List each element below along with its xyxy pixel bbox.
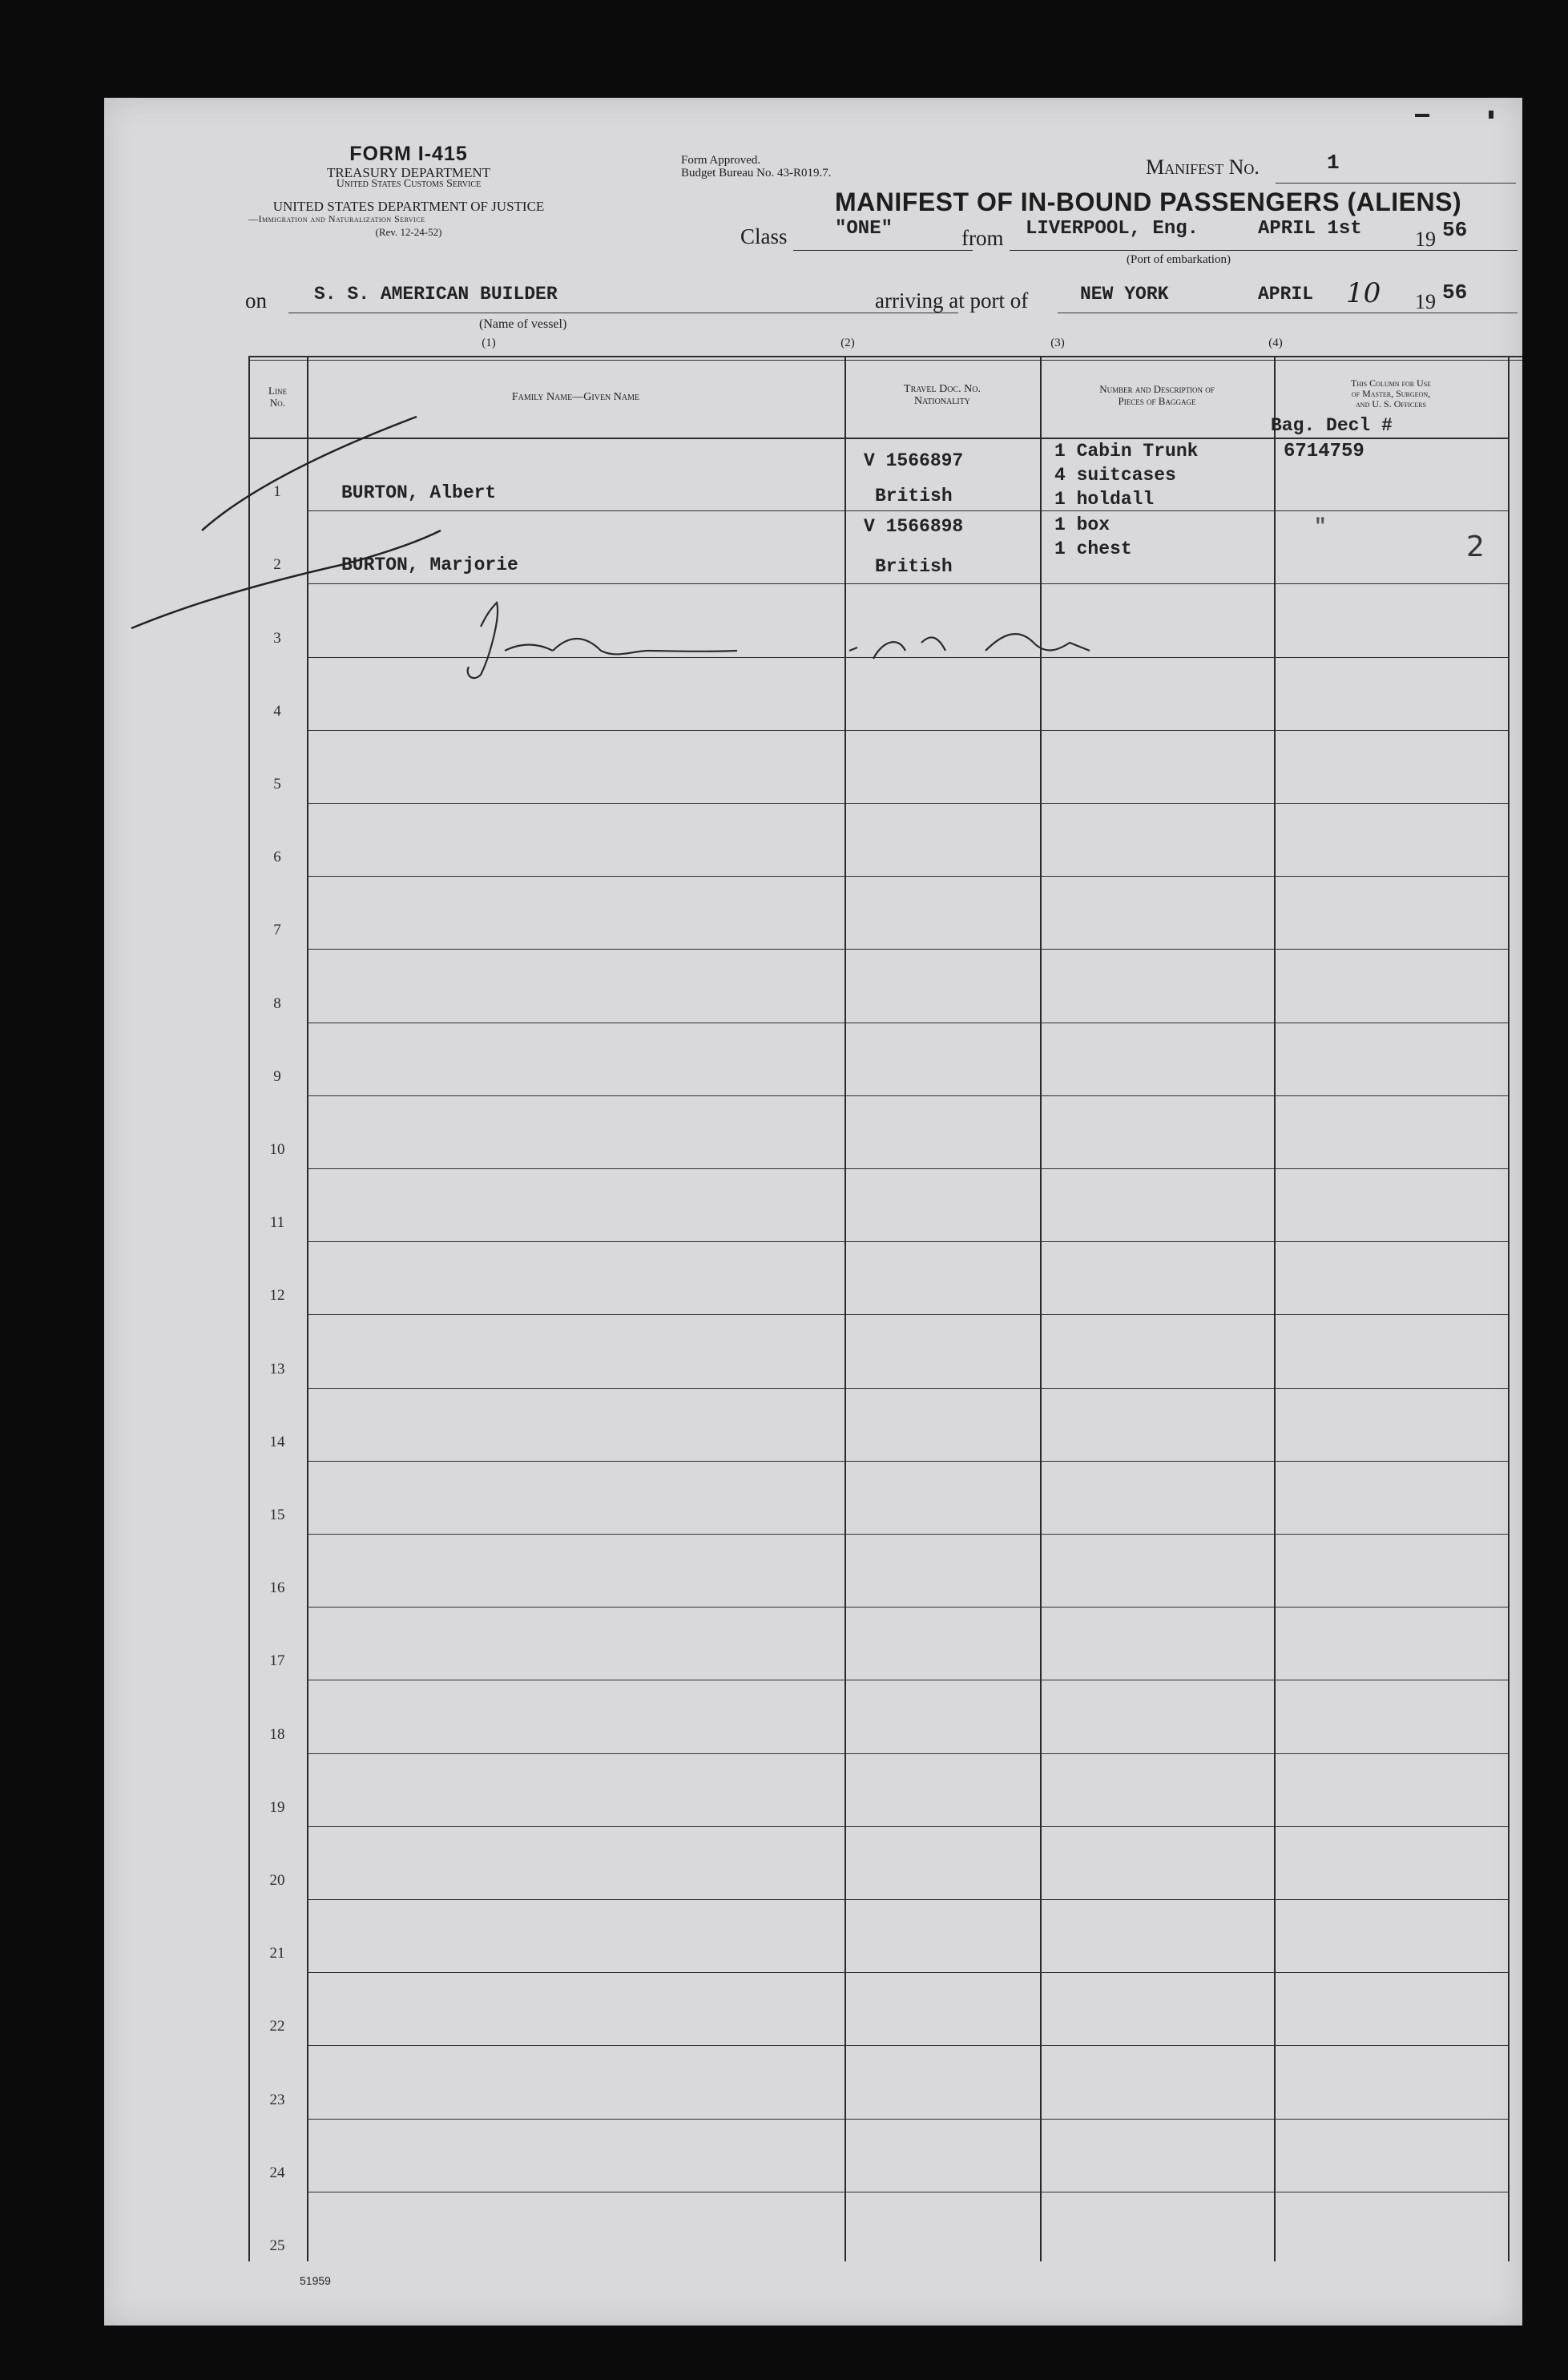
- line-number: 20: [269, 1872, 285, 1889]
- arrival-day: 10: [1346, 277, 1381, 309]
- bag-decl-number-1: 6714759: [1284, 441, 1364, 462]
- budget-bureau: Budget Bureau No. 43-R019.7.: [681, 167, 832, 180]
- revision-date: (Rev. 12-24-52): [375, 226, 442, 238]
- line-number: 23: [269, 2091, 285, 2108]
- class-label: Class: [740, 224, 788, 248]
- passenger-name-2: BURTON, Marjorie: [341, 555, 518, 575]
- baggage-1-line2: 4 suitcases: [1054, 465, 1176, 486]
- header-no-label: No.: [269, 397, 286, 409]
- baggage-1-line3: 1 holdall: [1054, 489, 1155, 510]
- check-mark-1: [202, 417, 417, 530]
- manifest-title: MANIFEST OF IN-BOUND PASSENGERS (ALIENS): [835, 188, 1462, 216]
- from-date: APRIL 1st: [1258, 218, 1362, 240]
- vessel-caption: (Name of vessel): [479, 317, 567, 331]
- travel-doc-2: V 1566898: [864, 516, 964, 537]
- line-number: 12: [269, 1287, 285, 1305]
- row-rule: [307, 1607, 1508, 1608]
- travel-doc-1: V 1566897: [864, 450, 964, 471]
- baggage-2-line1: 1 box: [1054, 514, 1110, 535]
- port-embarkation-caption: (Port of embarkation): [1127, 253, 1231, 266]
- header-baggage-line2: Pieces of Baggage: [1118, 395, 1196, 407]
- row-rule: [307, 949, 1508, 950]
- customs-service: United States Customs Service: [336, 178, 482, 190]
- row-rule: [307, 1095, 1508, 1096]
- row-rule: [307, 876, 1508, 877]
- footer-code: 51959: [300, 2274, 331, 2287]
- justice-dept: UNITED STATES DEPARTMENT OF JUSTICE: [272, 199, 545, 214]
- form-approved: Form Approved.: [681, 154, 761, 167]
- manifest-no-value: 1: [1327, 151, 1340, 175]
- line-number: 5: [273, 776, 281, 793]
- header-baggage-line1: Number and Description of: [1099, 383, 1215, 395]
- line-number: 7: [273, 922, 281, 939]
- line-number: 9: [273, 1067, 281, 1085]
- nationality-1: British: [875, 486, 953, 506]
- row-rule: [307, 803, 1508, 804]
- line-number: 21: [269, 1945, 285, 1962]
- col-number-1: (1): [482, 337, 496, 349]
- header-nationality: Nationality: [913, 395, 971, 407]
- row-rule: [307, 1314, 1508, 1315]
- row-rule: [307, 2119, 1508, 2120]
- from-year-prefix: 19: [1415, 228, 1436, 251]
- row-rule: [307, 1461, 1508, 1462]
- baggage-2-line2: 1 chest: [1054, 539, 1132, 559]
- from-port: LIVERPOOL, Eng.: [1026, 218, 1199, 240]
- line-number: 10: [269, 1141, 285, 1158]
- arrival-month: APRIL: [1258, 284, 1314, 305]
- bag-decl-label: Bag. Decl #: [1271, 415, 1393, 436]
- header-officers-line2: of Master, Surgeon,: [1351, 388, 1431, 399]
- line-number: 17: [269, 1652, 285, 1670]
- form-number: FORM I-415: [349, 143, 468, 165]
- line-number: 4: [273, 702, 281, 720]
- row-rule: [307, 1168, 1508, 1169]
- officer-count-2: 2: [1466, 530, 1485, 563]
- header-name: Family Name—Given Name: [511, 391, 640, 403]
- baggage-1-line1: 1 Cabin Trunk: [1054, 441, 1199, 462]
- line-number: 8: [273, 994, 281, 1012]
- passenger-name-1: BURTON, Albert: [341, 482, 497, 503]
- arriving-label: arriving at port of: [875, 288, 1029, 313]
- line-number: 18: [269, 1725, 285, 1743]
- corner-mark: [1415, 114, 1429, 117]
- line-number: 6: [273, 849, 281, 866]
- row-rule: [307, 1972, 1508, 1973]
- line-number: 1: [273, 483, 281, 501]
- line-number: 25: [269, 2237, 285, 2254]
- arrival-port: NEW YORK: [1080, 284, 1169, 305]
- from-year: 56: [1442, 218, 1468, 242]
- vessel-name: S. S. AMERICAN BUILDER: [314, 284, 558, 305]
- header-officers-line1: This Column for Use: [1350, 377, 1432, 389]
- line-number: 3: [273, 629, 281, 647]
- class-value: "ONE": [835, 218, 893, 240]
- header-officers-line3: and U. S. Officers: [1356, 398, 1426, 409]
- row-rule: [307, 2045, 1508, 2046]
- row-rule: [307, 1241, 1508, 1242]
- row-rule: [307, 1388, 1508, 1389]
- treasury-dept: TREASURY DEPARTMENT: [326, 165, 491, 180]
- corner-mark: [1489, 111, 1493, 119]
- ins-service: —Immigration and Naturalization Service: [248, 213, 425, 224]
- manifest-page: [104, 98, 1522, 2326]
- col-number-4: (4): [1268, 337, 1283, 349]
- line-number: 19: [269, 1798, 285, 1816]
- row-rule: [307, 1534, 1508, 1535]
- line-number: 24: [269, 2164, 285, 2181]
- line-number: 13: [269, 1360, 285, 1378]
- line-number: 22: [269, 2018, 285, 2035]
- handwritten-marks: [104, 98, 1522, 707]
- col-number-3: (3): [1050, 337, 1065, 349]
- header-travel-doc: Travel Doc. No.: [904, 383, 981, 395]
- row-rule: [307, 1899, 1508, 1900]
- line-number: 11: [269, 1214, 285, 1232]
- on-label: on: [245, 288, 267, 313]
- line-number: 14: [269, 1433, 285, 1450]
- nationality-2: British: [875, 556, 953, 577]
- arrival-year-prefix: 19: [1415, 290, 1436, 313]
- line-number: 16: [269, 1579, 285, 1597]
- row-rule: [307, 1826, 1508, 1827]
- line-number: 15: [269, 1507, 285, 1523]
- bag-decl-ditto-2: ": [1314, 514, 1327, 539]
- from-label: from: [961, 226, 1004, 250]
- col-number-2: (2): [840, 337, 855, 349]
- manifest-no-label: Manifest No.: [1146, 155, 1260, 179]
- row-rule: [307, 730, 1508, 731]
- arrival-year: 56: [1442, 280, 1468, 305]
- header-line-label: Line: [268, 385, 287, 397]
- check-mark-2: [131, 530, 441, 628]
- row-rule: [307, 1753, 1508, 1754]
- line-number: 2: [273, 556, 281, 574]
